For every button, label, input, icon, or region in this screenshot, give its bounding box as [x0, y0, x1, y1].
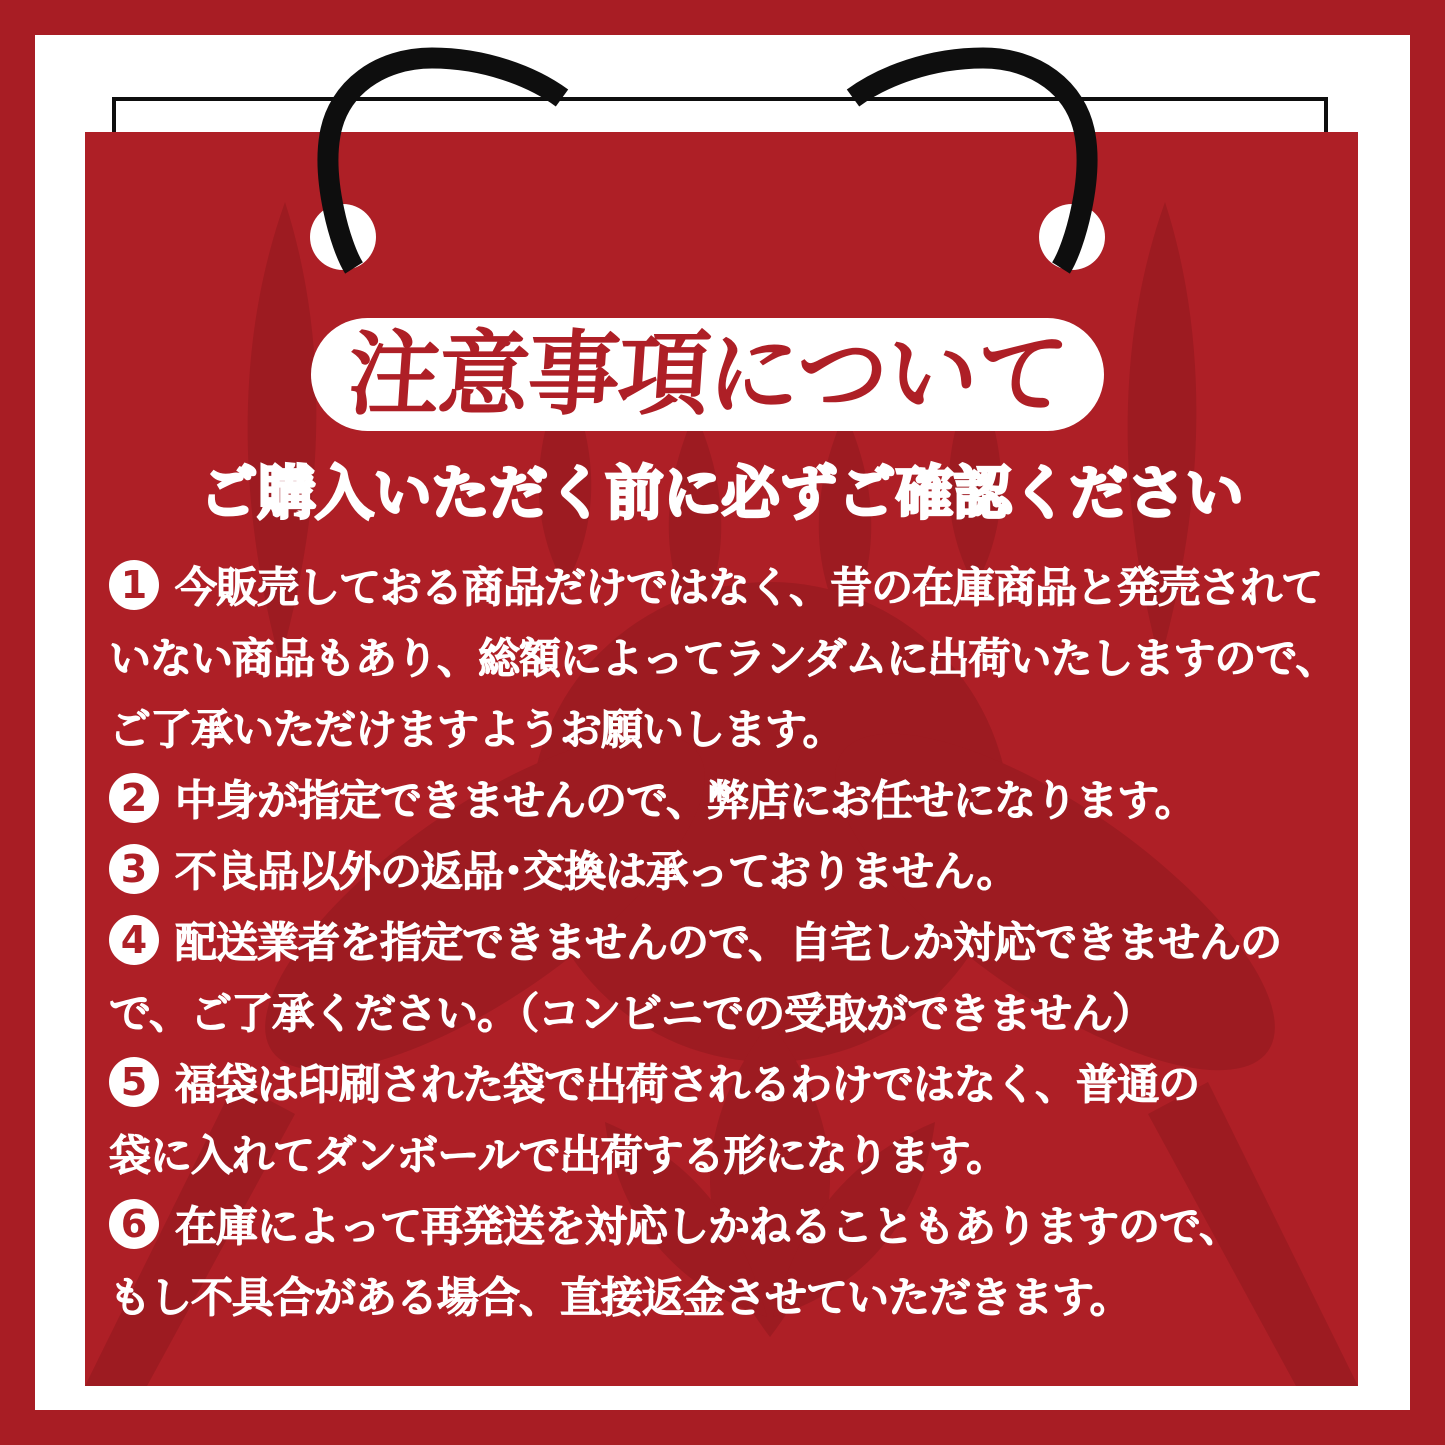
- note-number-badge: 6: [109, 1199, 159, 1249]
- note-text: で、ご了承ください。（コンビニでの受取ができません）: [109, 988, 1154, 1038]
- note-line: [109, 1046, 1349, 1117]
- note-number-badge: 4: [109, 915, 159, 965]
- note-line: [109, 1259, 1349, 1330]
- notes-list: [109, 549, 1349, 1330]
- note-text: 袋に入れてダンボールで出荷する形になります。: [109, 1130, 1008, 1180]
- note-line: [109, 762, 1349, 833]
- note-line: [109, 833, 1349, 904]
- note-number-badge: 3: [109, 844, 159, 894]
- title-pill: [311, 318, 1104, 431]
- note-text: 福袋は印刷された袋で出荷されるわけではなく、普通の: [175, 1059, 1200, 1109]
- note-number-badge: 1: [109, 560, 159, 610]
- note-line: [109, 620, 1349, 691]
- note-text: いない商品もあり、総額によってランダムに出荷いたしますので、: [109, 633, 1337, 683]
- note-line: [109, 1117, 1349, 1188]
- note-line: [109, 975, 1349, 1046]
- note-text: ご了承いただけますようお願いします。: [109, 704, 844, 754]
- punch-hole-left: [310, 204, 376, 270]
- note-line: [109, 691, 1349, 762]
- subtitle: ご購入いただく前に必ずご確認ください: [199, 459, 1244, 527]
- note-text: 中身が指定できませんので、弊店にお任せになります。: [175, 775, 1196, 825]
- note-text: 配送業者を指定できませんので、自宅しか対応できませんの: [175, 917, 1282, 967]
- punch-hole-right: [1039, 204, 1105, 270]
- note-line: [109, 1188, 1349, 1259]
- page-title: 注意事項について: [344, 320, 1071, 428]
- note-text: 不良品以外の返品･交換は承っておりません。: [175, 846, 1018, 896]
- note-text: もし不具合がある場合、直接返金させていただきます。: [109, 1272, 1131, 1322]
- note-text: 在庫によって再発送を対応しかねることもありますので、: [175, 1201, 1241, 1251]
- bag-front-panel: [85, 132, 1358, 1386]
- note-line: [109, 549, 1349, 620]
- note-number-badge: 5: [109, 1057, 159, 1107]
- note-line: [109, 904, 1349, 975]
- note-text: 今販売しておる商品だけではなく、昔の在庫商品と発売されて: [175, 562, 1323, 612]
- note-number-badge: 2: [109, 773, 159, 823]
